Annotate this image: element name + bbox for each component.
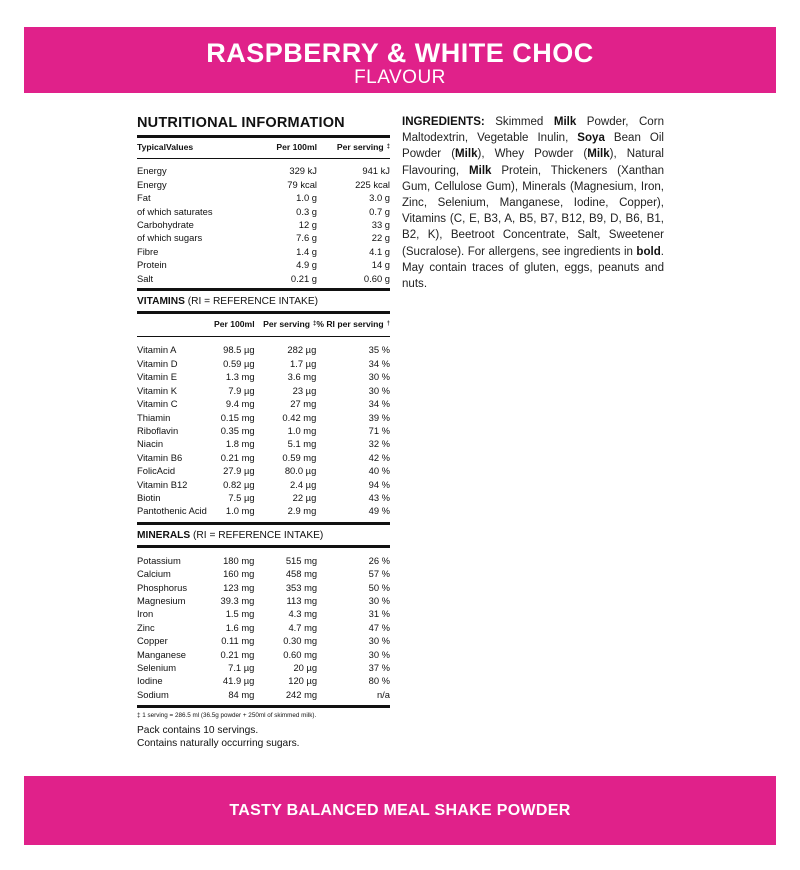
- nutrient-value: n/a: [376, 688, 390, 700]
- nutrient-name: Phosphorus: [137, 581, 188, 593]
- nutrient-value: 180 mg: [223, 554, 255, 566]
- ingredient-bold-text: Milk: [553, 116, 577, 128]
- nutrient-value: 1.7 µg: [290, 357, 317, 369]
- nutrient-value: 20 µg: [293, 662, 318, 673]
- nutrient-value: 941 kJ: [362, 165, 390, 177]
- nutrient-value: 1.3 mg: [225, 371, 255, 383]
- nutrition-table: [137, 135, 390, 291]
- ingredient-text: Bean Oil Powder (: [402, 132, 664, 161]
- header-typical-values: TypicalValues: [137, 142, 194, 152]
- nutrient-value: 0.30 mg: [283, 635, 318, 647]
- nutrient-value: 23 µg: [292, 384, 317, 396]
- nutrient-value: 3.6 mg: [287, 371, 317, 383]
- ingredient-text: Skimmed: [484, 116, 554, 128]
- nutrient-name: Potassium: [137, 554, 181, 566]
- nutrient-value: 40 %: [368, 465, 390, 477]
- nutrient-value: 329 kJ: [289, 165, 317, 177]
- vitamin-row: [137, 384, 390, 397]
- nutrient-value: 123 mg: [223, 581, 255, 593]
- nutrient-value: 79 kcal: [287, 178, 317, 190]
- header-per-100ml: Per 100ml: [213, 319, 255, 330]
- nutrient-value: 353 mg: [285, 581, 318, 593]
- mineral-row: [137, 607, 390, 620]
- nutrition-row: [137, 272, 390, 290]
- nutrient-name: Riboflavin: [137, 424, 179, 436]
- nutrient-value: 515 mg: [285, 554, 318, 566]
- nutrient-value: 32 %: [368, 438, 390, 450]
- nutrient-name: Iodine: [137, 675, 163, 687]
- nutrient-name: Vitamin D: [137, 357, 178, 369]
- nutrient-name: Protein: [137, 259, 167, 271]
- nutrient-name: of which saturates: [137, 205, 213, 217]
- nutrient-value: 242 mg: [285, 688, 318, 700]
- nutrient-value: 0.82 µg: [223, 478, 255, 490]
- nutrient-name: Fat: [137, 192, 151, 204]
- nutrient-value: 0.21 mg: [220, 648, 255, 660]
- nutrient-value: 94 %: [368, 478, 390, 490]
- nutrient-value: 27.9 µg: [223, 465, 255, 477]
- nutrient-value: 30 %: [368, 371, 390, 383]
- header-ri-per-serving: % RI per serving †: [316, 319, 390, 330]
- nutrition-row: [137, 245, 390, 258]
- vitamin-row: [137, 437, 390, 450]
- nutrient-value: 1.0 mg: [287, 424, 317, 436]
- nutrient-name: Vitamin B6: [137, 451, 183, 463]
- nutrition-title: NUTRITIONAL INFORMATION: [137, 115, 345, 131]
- ingredient-bold-text: INGREDIENTS:: [402, 116, 485, 128]
- nutrition-panel: [137, 115, 390, 750]
- vitamin-row: [137, 478, 390, 491]
- nutrient-name: Vitamin B12: [137, 478, 188, 490]
- vitamin-row: [137, 491, 390, 504]
- nutrient-value: 282 µg: [287, 344, 317, 356]
- ingredient-text: . May contain traces of gluten, eggs, peanuts and nuts.: [402, 245, 664, 291]
- mineral-row: [137, 581, 390, 594]
- nutrient-value: 12 g: [298, 219, 317, 231]
- pack-servings-note: Pack contains 10 servings.: [137, 725, 259, 737]
- nutrient-value: 7.6 g: [296, 232, 317, 244]
- nutrient-name: Calcium: [137, 568, 171, 580]
- nutrient-value: 37 %: [368, 662, 390, 673]
- nutrient-value: 30 %: [368, 594, 390, 606]
- nutrient-value: 2.9 mg: [287, 505, 317, 517]
- nutrient-value: 39.3 mg: [220, 594, 255, 606]
- ingredient-bold-text: Milk: [455, 148, 478, 161]
- nutrient-name: FolicAcid: [137, 465, 176, 477]
- ingredient-bold-text: Soya: [577, 132, 605, 145]
- nutrient-value: 80 %: [368, 675, 390, 687]
- nutrient-value: 0.42 mg: [282, 411, 317, 423]
- nutrient-value: 0.3 g: [296, 205, 317, 217]
- sugars-note: Contains naturally occurring sugars.: [137, 738, 300, 750]
- nutrient-name: Thiamin: [137, 411, 171, 423]
- vitamin-row: [137, 504, 390, 523]
- vitamins-header-row: [137, 313, 390, 337]
- vitamin-row: [137, 451, 390, 464]
- nutrient-value: 7.1 µg: [228, 662, 255, 673]
- nutrient-name: Manganese: [137, 648, 186, 660]
- nutrient-value: 3.0 g: [369, 192, 390, 204]
- mineral-row: [137, 661, 390, 674]
- nutrient-name: Pantothenic Acid: [137, 505, 207, 517]
- nutrient-value: 458 mg: [285, 568, 318, 580]
- nutrient-value: 1.8 mg: [225, 438, 255, 450]
- nutrient-value: 1.0 g: [296, 192, 317, 204]
- serving-footnote: ‡ 1 serving = 286.5 ml (36.5g powder + 250ml of skimmed milk).: [137, 712, 317, 720]
- nutrition-row: [137, 159, 390, 178]
- nutrient-value: 7.5 µg: [228, 491, 255, 503]
- nutrient-value: 9.4 mg: [225, 398, 255, 410]
- nutrient-value: 50 %: [368, 581, 390, 593]
- nutrient-value: 0.60 mg: [283, 648, 318, 660]
- nutrient-value: 27 mg: [290, 398, 317, 410]
- nutrient-value: 30 %: [368, 635, 390, 647]
- nutrient-name: Sodium: [137, 688, 169, 700]
- mineral-row: [137, 594, 390, 607]
- ingredient-text: ), Natural Flavouring,: [402, 148, 664, 177]
- nutrient-name: Carbohydrate: [137, 219, 194, 231]
- mineral-row: [137, 648, 390, 661]
- nutrient-value: 0.21 mg: [220, 451, 255, 463]
- vitamins-table: [137, 311, 390, 525]
- vitamin-row: [137, 337, 390, 357]
- nutrient-value: 22 µg: [292, 491, 317, 503]
- nutrition-row: [137, 191, 390, 204]
- ingredients-text: [402, 114, 664, 292]
- nutrient-value: 5.1 mg: [287, 438, 317, 450]
- product-tagline: TASTY BALANCED MEAL SHAKE POWDER: [229, 802, 571, 819]
- vitamins-title: VITAMINS (RI = REFERENCE INTAKE): [137, 296, 319, 308]
- nutrition-row: [137, 258, 390, 271]
- nutrition-header-row: [137, 137, 390, 159]
- nutrient-value: 0.59 mg: [282, 451, 317, 463]
- nutrition-row: [137, 205, 390, 218]
- mineral-row: [137, 634, 390, 647]
- nutrient-value: 49 %: [368, 505, 390, 517]
- nutrient-value: 39 %: [368, 411, 390, 423]
- nutrient-value: 30 %: [368, 648, 390, 660]
- nutrient-name: Vitamin K: [137, 384, 177, 396]
- mineral-row: [137, 567, 390, 580]
- ingredient-text: Powder, Corn Maltodextrin, Vegetable Inulin,: [402, 116, 664, 145]
- nutrient-name: Iron: [137, 608, 154, 620]
- nutrient-name: Vitamin A: [137, 344, 177, 356]
- product-flavour-label: FLAVOUR: [354, 67, 446, 88]
- nutrient-name: Copper: [137, 635, 168, 647]
- dagger-mark: †: [386, 321, 390, 328]
- nutrient-value: 7.9 µg: [228, 384, 255, 396]
- footer-banner: [24, 776, 776, 845]
- ingredient-bold-text: bold: [636, 245, 661, 258]
- nutrient-name: Vitamin E: [137, 371, 177, 383]
- nutrient-value: 4.1 g: [369, 245, 390, 257]
- product-title: RASPBERRY & WHITE CHOC: [206, 38, 594, 68]
- nutrient-name: Energy: [137, 178, 167, 190]
- nutrient-value: 71 %: [368, 424, 390, 436]
- nutrient-value: 160 mg: [223, 568, 255, 580]
- vitamin-row: [137, 370, 390, 383]
- nutrient-value: 34 %: [368, 357, 390, 369]
- header-nutrient: [137, 313, 207, 337]
- nutrient-name: Fibre: [137, 245, 159, 257]
- nutrient-value: 1.4 g: [296, 245, 317, 257]
- nutrient-value: 120 µg: [288, 675, 318, 687]
- nutrient-value: 2.4 µg: [290, 478, 317, 490]
- nutrient-value: 0.60 g: [363, 272, 390, 284]
- nutrient-name: Selenium: [137, 662, 177, 673]
- ingredient-bold-text: Milk: [587, 148, 610, 161]
- nutrient-name: Energy: [137, 165, 167, 177]
- nutrient-value: 57 %: [368, 568, 390, 580]
- nutrient-value: 0.7 g: [369, 205, 390, 217]
- header-per-serving: Per serving ‡: [336, 142, 390, 152]
- header-banner: [24, 27, 776, 93]
- nutrition-row: [137, 218, 390, 231]
- nutrient-value: 30 %: [368, 384, 390, 396]
- nutrient-value: 1.6 mg: [225, 621, 255, 633]
- nutrient-value: 34 %: [368, 398, 390, 410]
- nutrient-value: 4.3 mg: [288, 608, 318, 620]
- mineral-row: [137, 546, 390, 567]
- nutrient-value: 47 %: [368, 621, 390, 633]
- nutrient-value: 33 g: [371, 219, 390, 231]
- vitamin-row: [137, 411, 390, 424]
- nutrient-name: Salt: [137, 272, 154, 284]
- nutrient-value: 0.59 µg: [223, 357, 255, 369]
- nutrient-name: of which sugars: [137, 232, 203, 244]
- vitamin-row: [137, 357, 390, 370]
- nutrient-value: 98.5 µg: [223, 344, 255, 356]
- nutrient-value: 0.21 g: [290, 272, 317, 284]
- ingredient-text: ), Whey Powder (: [477, 148, 588, 161]
- vitamin-row: [137, 424, 390, 437]
- nutrient-name: Niacin: [137, 438, 164, 450]
- nutrient-value: 26 %: [368, 554, 390, 566]
- mineral-row: [137, 674, 390, 687]
- nutrient-value: 113 mg: [286, 594, 318, 606]
- nutrient-value: 225 kcal: [355, 178, 390, 190]
- nutrient-value: 1.5 mg: [225, 608, 255, 620]
- minerals-table: [137, 545, 390, 708]
- nutrient-value: 42 %: [368, 451, 390, 463]
- nutrient-name: Magnesium: [137, 594, 186, 606]
- ingredient-text: Protein, Thickeners (Xanthan Gum, Cellulose Gum), Minerals (Magnesium, Iron, Zinc, Selenium, Manganese, Iodine, Copper), Vitamins (C, E, B3, A, B5, B7, B12, B9, D, B6, B1, B2, K), Beetroot Concentrate, Salt, Sweetener (Sucralose). For allergens, see ingredients in: [402, 164, 665, 258]
- nutrient-value: 4.7 mg: [288, 621, 318, 633]
- nutrient-value: 31 %: [368, 608, 390, 620]
- vitamin-row: [137, 397, 390, 410]
- double-dagger-mark: ‡: [386, 144, 390, 150]
- double-dagger-mark: ‡: [312, 321, 317, 328]
- nutrient-value: 80.0 µg: [284, 465, 317, 477]
- nutrient-value: 1.0 mg: [225, 505, 255, 517]
- mineral-row: [137, 688, 390, 707]
- nutrient-name: Vitamin C: [137, 398, 178, 410]
- nutrient-value: 0.35 mg: [220, 424, 255, 436]
- nutrient-name: Biotin: [137, 491, 161, 503]
- vitamin-row: [137, 464, 390, 477]
- nutrient-value: 43 %: [368, 491, 390, 503]
- header-per-100ml: Per 100ml: [276, 142, 317, 152]
- nutrient-value: 84 mg: [228, 688, 255, 700]
- nutrition-row: [137, 231, 390, 244]
- nutrient-value: 22 g: [371, 232, 390, 244]
- nutrient-value: 14 g: [371, 259, 390, 271]
- nutrition-row: [137, 178, 390, 191]
- header-per-serving: Per serving ‡: [263, 319, 317, 330]
- nutrient-value: 35 %: [368, 344, 390, 356]
- nutrient-value: 0.11 mg: [221, 635, 255, 647]
- mineral-row: [137, 621, 390, 634]
- minerals-title: MINERALS (RI = REFERENCE INTAKE): [137, 529, 324, 541]
- nutrient-name: Zinc: [137, 621, 155, 633]
- nutrient-value: 4.9 g: [296, 259, 317, 271]
- nutrient-value: 41.9 µg: [222, 675, 255, 687]
- ingredient-bold-text: Milk: [469, 164, 492, 177]
- nutrient-value: 0.15 mg: [220, 411, 255, 423]
